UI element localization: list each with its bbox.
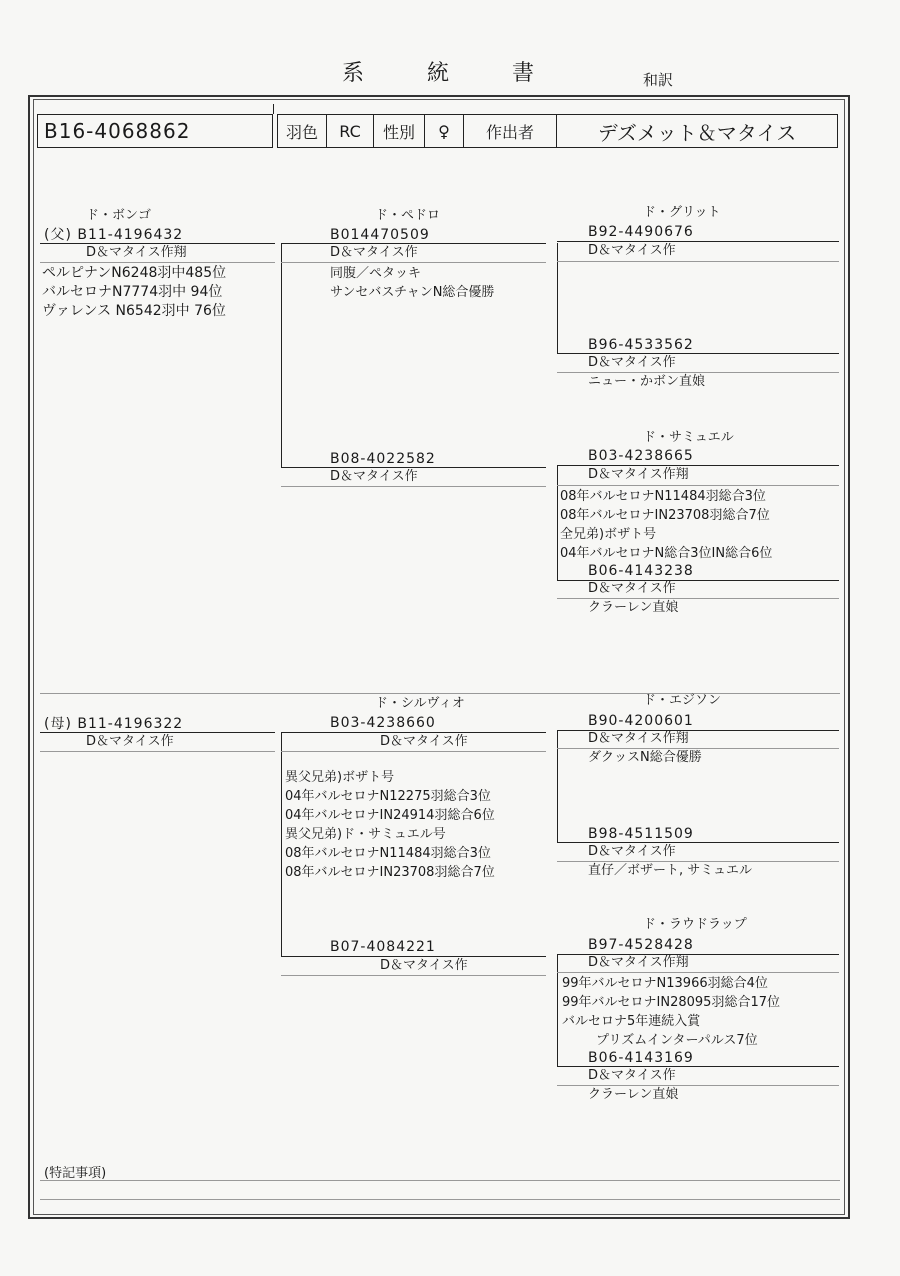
sex-label: 性別	[382, 122, 415, 142]
sds-subline	[557, 485, 839, 486]
sire-name: ド・ボンゴ	[86, 208, 152, 223]
ds-note-1: 異父兄弟)ボザト号	[285, 770, 395, 785]
dss-note: ダクッスN総合優勝	[588, 750, 702, 765]
ddd-reg: B06-4143169	[588, 1050, 694, 1066]
dd-breeder: D＆マタイス作	[380, 958, 468, 973]
sdd-reg: B06-4143238	[588, 563, 694, 579]
ds-breeder: D＆マタイス作	[380, 734, 468, 749]
header-reg-cell	[37, 114, 273, 148]
sss-name: ド・グリット	[643, 205, 721, 220]
sire-subline	[40, 262, 275, 263]
sd-reg: B08-4022582	[330, 451, 436, 467]
ds-reg: B03-4238660	[330, 715, 436, 731]
sd-bracket	[557, 465, 558, 580]
ds-subline	[281, 751, 546, 752]
ss-note-2: サンセバスチャンN総合優勝	[330, 285, 495, 300]
ssd-line	[557, 353, 839, 354]
sds-note-3: 全兄弟)ボザト号	[560, 527, 657, 542]
remarks-label: (特記事項)	[44, 1166, 107, 1181]
dsd-breeder: D＆マタイス作	[588, 844, 676, 859]
sire-result-3: ヴァレンス N6542羽中 76位	[42, 303, 226, 319]
sire-breeder: D＆マタイス作翔	[86, 245, 187, 260]
sd-line	[281, 467, 546, 468]
sire-bracket	[281, 243, 282, 467]
sss-reg: B92-4490676	[588, 224, 694, 240]
sss-breeder: D＆マタイス作	[588, 243, 676, 258]
color-value: RC	[339, 121, 361, 141]
dsd-note: 直仔／ボザート, サミュエル	[588, 863, 753, 878]
dss-subline	[557, 748, 839, 749]
sdd-breeder: D＆マタイス作	[588, 581, 676, 596]
dam-subline	[40, 751, 275, 752]
ssd-breeder: D＆マタイス作	[588, 355, 676, 370]
sds-notes	[560, 487, 772, 563]
dds-subline	[557, 972, 839, 973]
sds-breeder: D＆マタイス作翔	[588, 467, 689, 482]
ss-subline	[281, 262, 546, 263]
sds-reg: B03-4238665	[588, 448, 694, 464]
header-tick	[273, 104, 274, 114]
sdd-note: クラーレン直娘	[588, 600, 679, 615]
ddd-line	[557, 1066, 839, 1067]
ss-bracket	[557, 243, 558, 353]
sds-note-2: 08年バルセロナIN23708羽総合7位	[560, 508, 770, 523]
ss-notes	[330, 264, 494, 302]
dds-note-4: プリズムインターパルス7位	[596, 1033, 758, 1048]
ddd-subline	[557, 1085, 839, 1086]
sex-value: ♀	[438, 121, 450, 141]
sds-line	[557, 465, 839, 466]
color-label-cell	[277, 114, 327, 148]
remarks-line-2	[40, 1199, 840, 1200]
dsd-line	[557, 842, 839, 843]
sire-reg: (父) B11-4196432	[44, 227, 184, 243]
sd-breeder: D＆マタイス作	[330, 469, 418, 484]
sss-line	[557, 241, 839, 242]
sex-label-cell	[373, 114, 425, 148]
dsd-reg: B98-4511509	[588, 826, 694, 842]
sdd-subline	[557, 598, 839, 599]
sds-note-1: 08年バルセロナN11484羽総合3位	[560, 489, 766, 504]
document-title: 系 統 書	[342, 61, 562, 86]
color-value-cell	[326, 114, 374, 148]
sire-line	[40, 243, 275, 244]
ddd-breeder: D＆マタイス作	[588, 1068, 676, 1083]
dam-bracket	[281, 732, 282, 956]
ds-note-3: 04年バルセロナIN24914羽総合6位	[285, 808, 495, 823]
dd-subline	[281, 975, 546, 976]
sss-subline	[557, 261, 839, 262]
ds-note-5: 08年バルセロナN11484羽総合3位	[285, 846, 491, 861]
ss-name: ド・ペドロ	[375, 208, 441, 223]
ds-name: ド・シルヴィオ	[375, 696, 465, 711]
breeder-label: 作出者	[485, 122, 534, 142]
dds-breeder: D＆マタイス作翔	[588, 955, 689, 970]
ss-reg: B014470509	[330, 227, 430, 243]
dam-line	[40, 732, 275, 733]
dds-reg: B97-4528428	[588, 937, 694, 953]
ds-note-2: 04年バルセロナN12275羽総合3位	[285, 789, 491, 804]
ds-bracket	[557, 730, 558, 842]
dss-breeder: D＆マタイス作翔	[588, 731, 689, 746]
dss-reg: B90-4200601	[588, 713, 694, 729]
ss-note-1: 同腹／ペタッキ	[330, 266, 422, 281]
ds-note-6: 08年バルセロナIN23708羽総合7位	[285, 865, 495, 880]
ssd-reg: B96-4533562	[588, 337, 694, 353]
dd-bracket	[557, 954, 558, 1066]
color-label: 羽色	[285, 122, 318, 142]
sds-note-4: 04年バルセロナN総合3位IN総合6位	[560, 546, 773, 561]
remarks-line-1	[40, 1180, 840, 1181]
dd-line	[281, 956, 546, 957]
ddd-note: クラーレン直娘	[588, 1087, 679, 1102]
ssd-subline	[557, 372, 839, 373]
sire-result-1: ペルピナンN6248羽中485位	[42, 265, 227, 281]
dds-name: ド・ラウドラップ	[643, 917, 747, 932]
ssd-note: ニュー・かボン直娘	[588, 374, 706, 389]
registration-number: B16-4068862	[44, 119, 191, 143]
dds-notes	[562, 974, 780, 1050]
breeder-label-cell	[463, 114, 557, 148]
sire-result-2: バルセロナN7774羽中 94位	[42, 284, 223, 300]
breeder-value-cell	[556, 114, 838, 148]
sd-subline	[281, 486, 546, 487]
ss-line	[281, 243, 546, 244]
ds-notes	[285, 768, 495, 882]
sex-value-cell	[424, 114, 464, 148]
dds-note-3: バルセロナ5年連続入賞	[562, 1014, 701, 1029]
sds-name: ド・サミュエル	[643, 430, 734, 445]
dds-note-2: 99年バルセロナIN28095羽総合17位	[562, 995, 780, 1010]
breeder-value: デズメット＆マタイス	[597, 120, 797, 145]
dd-reg: B07-4084221	[330, 939, 436, 955]
document-subtitle: 和訳	[643, 71, 674, 89]
sire-results	[42, 264, 226, 321]
ds-note-4: 異父兄弟)ド・サミュエル号	[285, 827, 446, 842]
dam-breeder: D＆マタイス作	[86, 734, 174, 749]
ds-line	[281, 732, 546, 733]
dss-name: ド・エジソン	[643, 693, 722, 708]
dds-note-1: 99年バルセロナN13966羽総合4位	[562, 976, 768, 991]
ss-breeder: D＆マタイス作	[330, 245, 418, 260]
dam-reg: (母) B11-4196322	[44, 716, 184, 732]
dsd-subline	[557, 861, 839, 862]
